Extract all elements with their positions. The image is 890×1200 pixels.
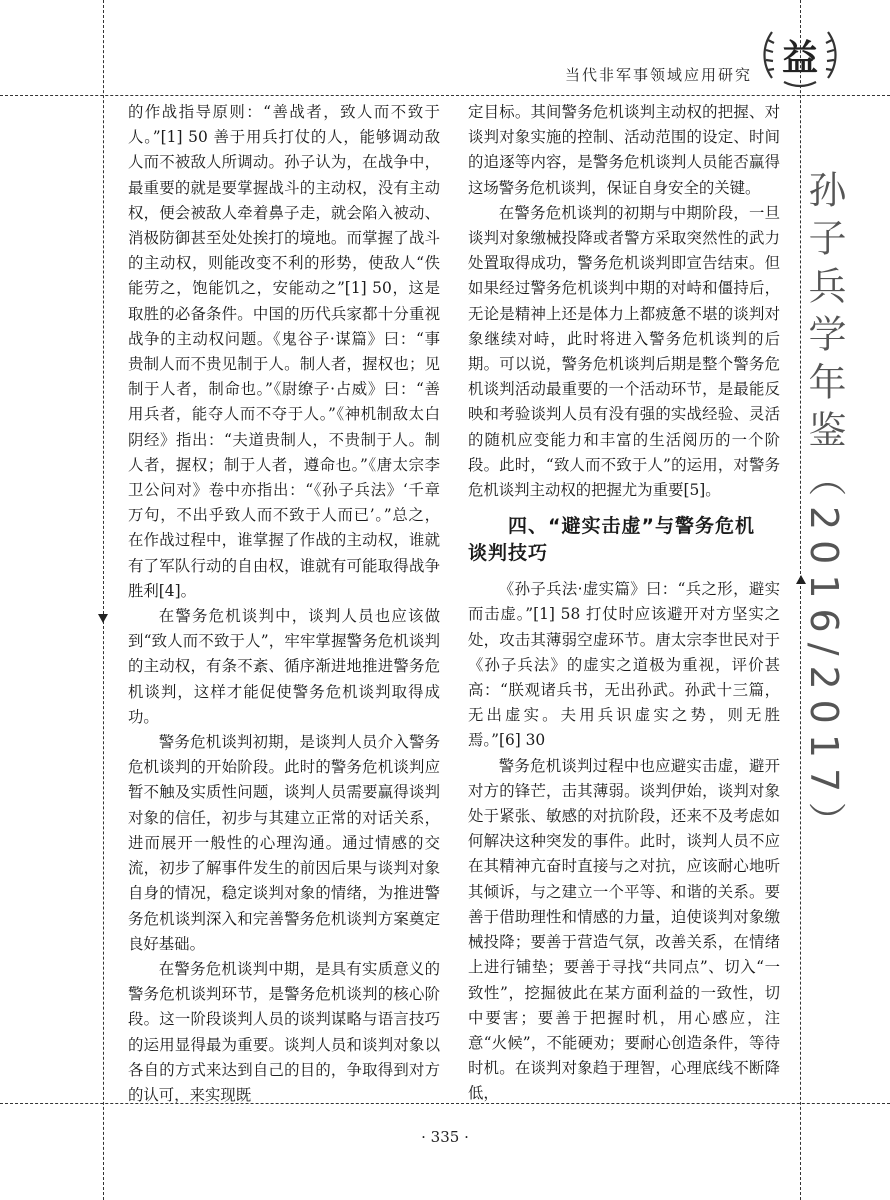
section-heading-line: 四、“避实击虚”与警务危机 [508, 515, 755, 538]
paragraph: 警务危机谈判过程中也应避实击虚，避开对方的锋芒，击其薄弱。谈判伊始，谈判对象处于紧张、敏感的对抗阶段，还来不及考虑如何解决这种突发的事件。此时，谈判人员不应在其精神亢奋时直接与之对抗，应该耐心地听其倾诉，与之建立一个平等、和谐的关系。要善于借助理性和情感的力量，迫使谈判对象缴械投降；要善于营造气氛，改善关系，在情绪上进行铺垫；要善于寻找“共同点”、切入“一致性”，挖掘彼此在某方面利益的一致性，切中要害；要善于把握时机，用心感应，注意“火候”，不能硬劝；要耐心创造条件，等待时机。在谈判对象趋于理智，心理底线不断降低， [468, 756, 780, 1103]
side-book-title: 孙子兵学年鉴（2016/2017） [802, 170, 846, 851]
header-rule [0, 95, 890, 96]
page-number: · 335 · [421, 1128, 469, 1146]
running-header-title: 当代非军事领域应用研究 [565, 66, 753, 84]
right-column [468, 100, 780, 1107]
paragraph: 的作战指导原则：“善战者，致人而不致于人。”[1] 50 善于用兵打仗的人，能够调动敌人而不被敌人所调动。孙子认为，在战争中，最重要的就是要掌握战斗的主动权，没有主动权，便会被敌人牵着鼻子走，就会陷入被动、消极防御甚至处处挨打的境地。而掌握了战斗的主动权，则能改变不利的形势，使敌人“佚能劳之，饱能饥之，安能动之”[1] 50，这是取胜的必备条件。中国的历代兵家都十分重视战争的主动权问题。《鬼谷子·谋篇》曰：“事贵制人而不贵见制于人。制人者，握权也；见制于人者，制命也。”《尉缭子·占威》曰：“善用兵者，能夺人而不夺于人。”《神机制敌太白阴经》指出：“夫道贵制人，不贵制于人。制人者，握权；制于人者，遵命也。”《唐太宗李卫公问对》卷中亦指出：“《孙子兵法》‘千章万句，不出乎致人而不致于人而已’。”总之，在作战过程中，谁掌握了作战的主动权，谁就有了军队行动的自由权，谁就有可能取得战争胜利[4]。 [128, 103, 440, 600]
svg-text:益: 益 [781, 38, 819, 79]
left-margin-line [103, 0, 104, 1200]
left-column [128, 100, 440, 1108]
paragraph: 在警务危机谈判中期，是具有实质意义的警务危机谈判环节，是警务危机谈判的核心阶段。这一阶段谈判人员的谈判谋略与语言技巧的运用显得最为重要。谈判人员和谈判对象以各自的方式来达到自己的目的，争取得到对方的认可，来实现既 [128, 959, 440, 1104]
section-heading [468, 513, 780, 567]
paragraph: 在警务危机谈判的初期与中期阶段，一旦谈判对象缴械投降或者警方采取突然性的武力处置取得成功，警务危机谈判即宣告结束。但如果经过警务危机谈判中期的对峙和僵持后，无论是精神上还是体力上都疲惫不堪的谈判对象继续对峙，此时将进入警务危机谈判的后期。可以说，警务危机谈判后期是整个警务危机谈判活动最重要的一个活动环节，是最能反映和考验谈判人员有没有强的实战经验、灵活的随机应变能力和丰富的生活阅历的一个阶段。此时，“致人而不致于人”的运用，对警务危机谈判主动权的把握尤为重要[5]。 [468, 203, 780, 500]
paragraph: 《孙子兵法·虚实篇》曰：“兵之形，避实而击虚。”[1] 58 打仗时应该避开对方坚实之处，攻击其薄弱空虚环节。唐太宗李世民对于《孙子兵法》的虚实之道极为重视，评价甚高：“朕观诸兵书，无出孙武。孙武十三篇，无出虚实。夫用兵识虚实之势，则无胜焉。”[6] 30 [468, 580, 780, 750]
paragraph: 在警务危机谈判中，谈判人员也应该做到“致人而不致于人”，牢牢掌握警务危机谈判的主动权，有条不紊、循序渐进地推进警务危机谈判，这样才能促使警务危机谈判取得成功。 [128, 607, 440, 726]
section-heading-line: 谈判技巧 [468, 542, 549, 565]
paragraph: 警务危机谈判初期，是谈判人员介入警务危机谈判的开始阶段。此时的警务危机谈判应暂不触及实质性问题，谈判人员需要赢得谈判对象的信任，初步与其建立正常的对话关系，进而展开一般性的心理沟通。通过情感的交流，初步了解事件发生的前因后果与谈判对象自身的情况，稳定谈判对象的情绪，为推进警务危机谈判深入和完善警务危机谈判方案奠定良好基础。 [128, 733, 440, 953]
paragraph: 定目标。其间警务危机谈判主动权的把握、对谈判对象实施的控制、活动范围的设定、时间的追逐等内容，是警务危机谈判人员能否赢得这场警务危机谈判，保证自身安全的关键。 [468, 103, 780, 197]
yearbook-logo-icon [758, 20, 842, 94]
left-margin-marker-icon [98, 614, 108, 623]
